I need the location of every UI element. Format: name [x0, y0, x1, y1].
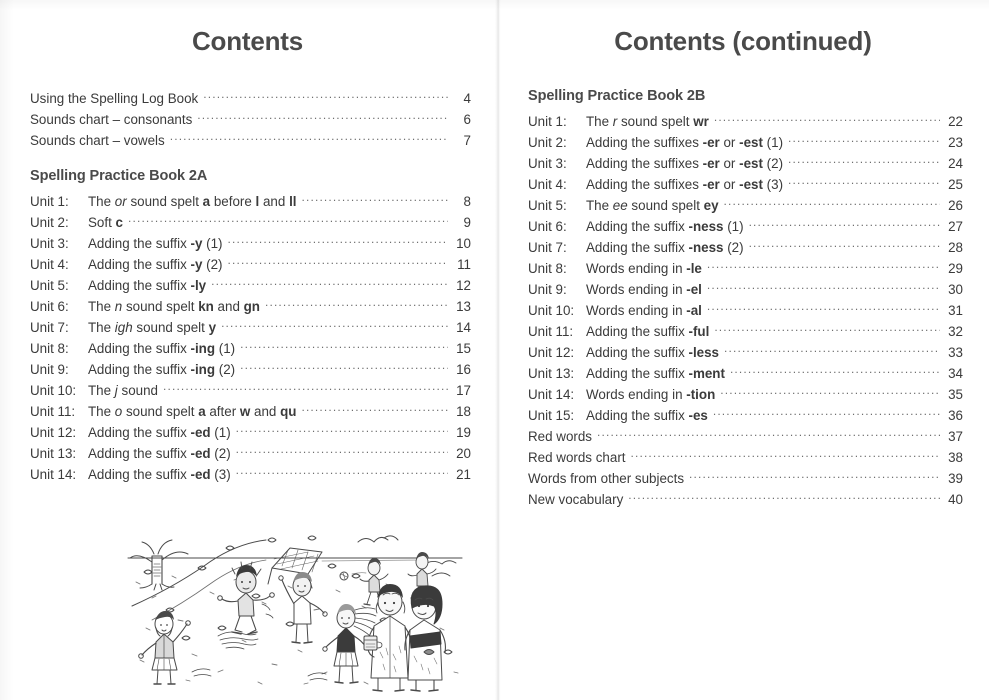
- dot-leader: [788, 134, 940, 147]
- entry-description: Words from other subjects: [528, 471, 685, 486]
- dot-leader: [240, 361, 448, 374]
- entry-unit-label: Unit 3:: [528, 156, 567, 171]
- entry-page-number: 19: [456, 425, 471, 440]
- entry-description: Words ending in -al: [586, 303, 702, 318]
- toc-entry-row[interactable]: [30, 464, 471, 485]
- toc-entry-row[interactable]: [528, 195, 963, 216]
- back-matter-group: [528, 426, 963, 510]
- dot-leader: [689, 470, 940, 483]
- toc-entry-row[interactable]: [30, 130, 471, 151]
- toc-list-right: [528, 88, 963, 510]
- entry-unit-label: Unit 12:: [528, 345, 575, 360]
- page-title-right: [497, 0, 989, 57]
- entry-page-number: 22: [948, 114, 963, 129]
- toc-entry-row[interactable]: [528, 447, 963, 468]
- dot-leader: [714, 323, 940, 336]
- entry-page-number: 38: [948, 450, 963, 465]
- dot-leader: [628, 491, 940, 504]
- entry-description: The r sound spelt wr: [586, 114, 709, 129]
- dot-leader: [724, 344, 940, 357]
- dot-leader: [221, 319, 448, 332]
- toc-entry-row[interactable]: [30, 88, 471, 109]
- unit-entry-group-2a: [30, 191, 471, 485]
- entry-description: Adding the suffix -ful: [586, 324, 710, 339]
- toc-entry-row[interactable]: [528, 258, 963, 279]
- dot-leader: [240, 340, 448, 353]
- toc-entry-row[interactable]: [30, 191, 471, 212]
- toc-entry-row[interactable]: [528, 405, 963, 426]
- entry-unit-label: Unit 8:: [30, 341, 69, 356]
- entry-unit-label: Unit 12:: [30, 425, 77, 440]
- page-title-left: Contents: [191, 26, 304, 56]
- entry-page-number: 25: [948, 177, 963, 192]
- entry-unit-label: Unit 15:: [528, 408, 575, 423]
- entry-description: Words ending in -le: [586, 261, 702, 276]
- entry-description: Adding the suffix -ness (1): [586, 219, 744, 234]
- dot-leader: [749, 218, 940, 231]
- entry-page-number: 21: [456, 467, 471, 482]
- entry-page-number: 35: [948, 387, 963, 402]
- toc-entry-row[interactable]: [30, 359, 471, 380]
- dot-leader: [236, 466, 448, 479]
- dot-leader: [597, 428, 940, 441]
- entry-page-number: 10: [456, 236, 471, 251]
- dot-leader: [197, 111, 448, 124]
- section-heading-2b: Spelling Practice Book 2B: [528, 88, 706, 104]
- dot-leader: [301, 403, 448, 416]
- dot-leader: [749, 239, 940, 252]
- toc-entry-row[interactable]: [528, 426, 963, 447]
- dot-leader: [714, 113, 940, 126]
- entry-page-number: 33: [948, 345, 963, 360]
- entry-description: Adding the suffix -es: [586, 408, 708, 423]
- entry-page-number: 32: [948, 324, 963, 339]
- toc-entry-row[interactable]: [528, 216, 963, 237]
- entry-description: Adding the suffix -y (1): [88, 236, 223, 251]
- toc-entry-row[interactable]: [30, 338, 471, 359]
- entry-description: Sounds chart – consonants: [30, 112, 193, 127]
- entry-page-number: 34: [948, 366, 963, 381]
- entry-unit-label: Unit 3:: [30, 236, 69, 251]
- entry-description: Words ending in -el: [586, 282, 702, 297]
- entry-unit-label: Unit 1:: [30, 194, 69, 209]
- dot-leader: [730, 365, 940, 378]
- entry-description: Adding the suffixes -er or -est (1): [586, 135, 784, 150]
- entry-description: The j sound: [88, 383, 158, 398]
- entry-unit-label: Unit 7:: [528, 240, 567, 255]
- dot-leader: [707, 281, 940, 294]
- entry-description: Adding the suffix -ed (2): [88, 446, 231, 461]
- entry-page-number: 30: [948, 282, 963, 297]
- toc-entry-row[interactable]: [30, 443, 471, 464]
- toc-entry-row[interactable]: [528, 153, 963, 174]
- entry-description: Adding the suffix -ly: [88, 278, 207, 293]
- unit-entry-group-2b: [528, 111, 963, 426]
- entry-description: Using the Spelling Log Book: [30, 91, 199, 106]
- entry-page-number: 16: [456, 362, 471, 377]
- entry-unit-label: Unit 6:: [30, 299, 69, 314]
- dot-leader: [163, 382, 448, 395]
- entry-description: Adding the suffix -ed (1): [88, 425, 231, 440]
- toc-entry-row[interactable]: [528, 489, 963, 510]
- entry-page-number: 26: [948, 198, 963, 213]
- toc-entry-row[interactable]: [30, 109, 471, 130]
- entry-page-number: 17: [456, 383, 471, 398]
- toc-entry-row[interactable]: [30, 422, 471, 443]
- toc-entry-row[interactable]: [528, 279, 963, 300]
- dot-leader: [720, 386, 940, 399]
- dot-leader: [203, 90, 448, 103]
- entry-page-number: 40: [948, 492, 963, 507]
- entry-description: The igh sound spelt y: [88, 320, 217, 335]
- entry-unit-label: Unit 8:: [528, 261, 567, 276]
- entry-unit-label: Unit 1:: [528, 114, 567, 129]
- entry-unit-label: Unit 13:: [528, 366, 575, 381]
- dot-leader: [713, 407, 940, 420]
- entry-page-number: 4: [463, 91, 471, 106]
- entry-description: Sounds chart – vowels: [30, 133, 165, 148]
- entry-page-number: 18: [456, 404, 471, 419]
- toc-entry-row[interactable]: [30, 401, 471, 422]
- toc-entry-row[interactable]: [528, 384, 963, 405]
- right-page: [497, 0, 989, 700]
- entry-description: Adding the suffix -ness (2): [586, 240, 744, 255]
- entry-unit-label: Unit 6:: [528, 219, 567, 234]
- entry-page-number: 9: [463, 215, 471, 230]
- entry-description: Adding the suffix -ed (3): [88, 467, 231, 482]
- toc-entry-row[interactable]: [30, 254, 471, 275]
- entry-page-number: 7: [463, 133, 471, 148]
- entry-page-number: 31: [948, 303, 963, 318]
- entry-description: Adding the suffixes -er or -est (2): [586, 156, 784, 171]
- entry-unit-label: Unit 14:: [528, 387, 575, 402]
- dot-leader: [265, 298, 448, 311]
- toc-entry-row[interactable]: [528, 237, 963, 258]
- entry-page-number: 11: [457, 257, 471, 272]
- dot-leader: [707, 302, 940, 315]
- entry-description: Adding the suffix -ing (1): [88, 341, 236, 356]
- entry-page-number: 36: [948, 408, 963, 423]
- entry-unit-label: Unit 10:: [528, 303, 575, 318]
- entry-page-number: 13: [456, 299, 471, 314]
- toc-entry-row[interactable]: [528, 468, 963, 489]
- dot-leader: [724, 197, 940, 210]
- entry-unit-label: Unit 5:: [30, 278, 69, 293]
- entry-page-number: 27: [948, 219, 963, 234]
- dot-leader: [302, 193, 448, 206]
- entry-description: The ee sound spelt ey: [586, 198, 719, 213]
- entry-page-number: 14: [456, 320, 471, 335]
- toc-entry-row[interactable]: [528, 111, 963, 132]
- dot-leader: [228, 256, 449, 269]
- entry-description: The o sound spelt a after w and qu: [88, 404, 297, 419]
- entry-unit-label: Unit 14:: [30, 467, 77, 482]
- entry-page-number: 12: [456, 278, 471, 293]
- entry-description: New vocabulary: [528, 492, 624, 507]
- entry-description: Red words: [528, 429, 593, 444]
- dot-leader: [788, 155, 940, 168]
- toc-entry-row[interactable]: [30, 233, 471, 254]
- dot-leader: [170, 132, 448, 145]
- dot-leader: [236, 445, 448, 458]
- entry-description: Adding the suffix -ing (2): [88, 362, 236, 377]
- entry-description: The n sound spelt kn and gn: [88, 299, 260, 314]
- section-heading-2a: Spelling Practice Book 2A: [30, 168, 208, 184]
- entry-unit-label: Unit 11:: [30, 404, 76, 419]
- entry-description: Adding the suffixes -er or -est (3): [586, 177, 784, 192]
- page-title-right-main: Contents: [614, 26, 726, 56]
- entry-page-number: 39: [948, 471, 963, 486]
- toc-entry-row[interactable]: [30, 317, 471, 338]
- entry-description: Red words chart: [528, 450, 626, 465]
- entry-description: Words ending in -tion: [586, 387, 716, 402]
- toc-entry-row[interactable]: [528, 363, 963, 384]
- entry-page-number: 24: [948, 156, 963, 171]
- dot-leader: [788, 176, 940, 189]
- toc-entry-row[interactable]: [30, 275, 471, 296]
- entry-unit-label: Unit 2:: [528, 135, 567, 150]
- entry-unit-label: Unit 10:: [30, 383, 77, 398]
- toc-entry-row[interactable]: [528, 300, 963, 321]
- entry-unit-label: Unit 13:: [30, 446, 77, 461]
- entry-unit-label: Unit 2:: [30, 215, 69, 230]
- toc-list-left: [30, 88, 471, 485]
- dot-leader: [228, 235, 449, 248]
- toc-entry-row[interactable]: [30, 212, 471, 233]
- toc-entry-row[interactable]: [30, 296, 471, 317]
- dot-leader: [128, 214, 448, 227]
- entry-page-number: 28: [948, 240, 963, 255]
- toc-entry-row[interactable]: [30, 380, 471, 401]
- entry-description: Adding the suffix -y (2): [88, 257, 223, 272]
- toc-entry-row[interactable]: [528, 342, 963, 363]
- entry-unit-label: Unit 9:: [30, 362, 69, 377]
- entry-page-number: 37: [948, 429, 963, 444]
- entry-page-number: 20: [456, 446, 471, 461]
- entry-unit-label: Unit 4:: [30, 257, 69, 272]
- entry-unit-label: Unit 7:: [30, 320, 69, 335]
- dot-leader: [211, 277, 448, 290]
- entry-page-number: 8: [463, 194, 471, 209]
- entry-description: The or sound spelt a before l and ll: [88, 194, 297, 209]
- entry-description: Adding the suffix -ment: [586, 366, 725, 381]
- entry-unit-label: Unit 9:: [528, 282, 567, 297]
- entry-unit-label: Unit 5:: [528, 198, 567, 213]
- toc-entry-row[interactable]: [528, 321, 963, 342]
- entry-page-number: 29: [948, 261, 963, 276]
- toc-entry-row[interactable]: [528, 132, 963, 153]
- front-matter-group: [30, 88, 471, 151]
- entry-unit-label: Unit 11:: [528, 324, 574, 339]
- toc-entry-row[interactable]: [528, 174, 963, 195]
- page-title-right-suffix: (continued): [732, 26, 872, 56]
- entry-description: Soft c: [88, 215, 123, 230]
- windy-autumn-playground-illustration: [122, 532, 468, 692]
- entry-page-number: 15: [456, 341, 471, 356]
- dot-leader: [631, 449, 941, 462]
- entry-page-number: 6: [463, 112, 471, 127]
- entry-description: Adding the suffix -less: [586, 345, 720, 360]
- dot-leader: [707, 260, 940, 273]
- entry-unit-label: Unit 4:: [528, 177, 567, 192]
- dot-leader: [236, 424, 448, 437]
- entry-page-number: 23: [948, 135, 963, 150]
